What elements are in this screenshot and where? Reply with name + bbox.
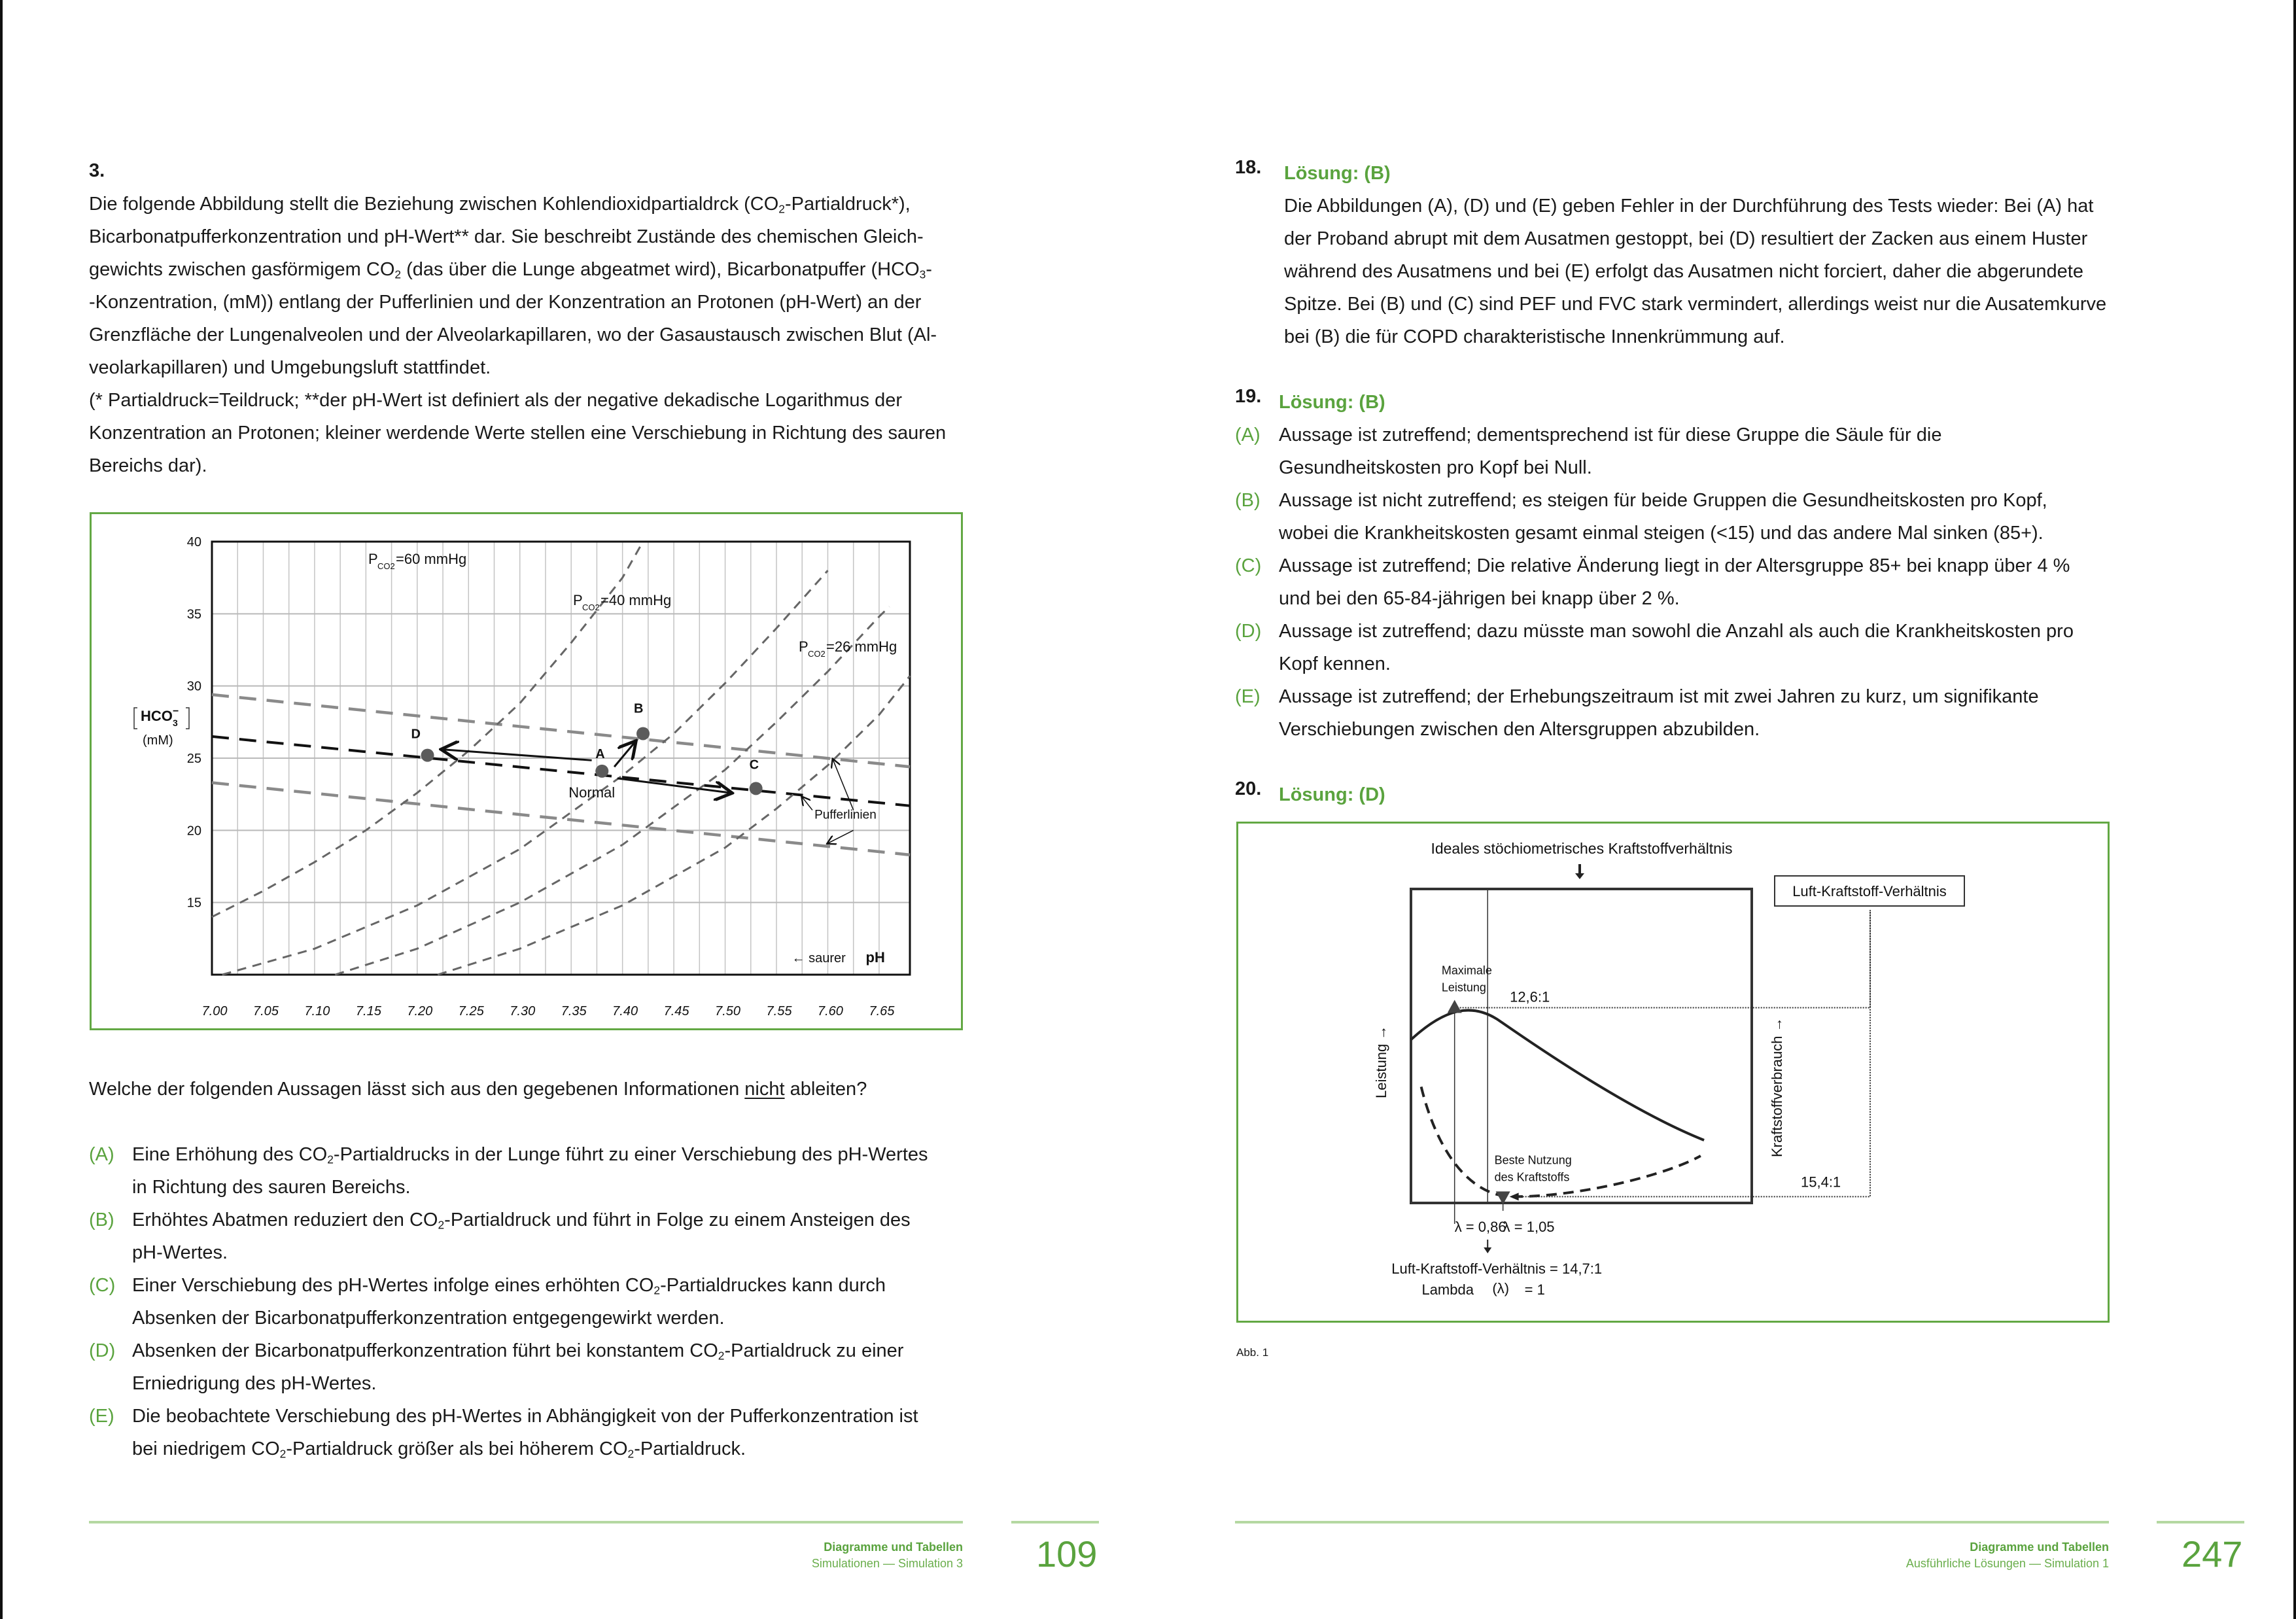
- lambda-rich-label: λ = 0,86: [1454, 1219, 1506, 1235]
- buffer-line: [212, 695, 910, 767]
- ph-bicarbonate-chart: [92, 514, 961, 1028]
- answer-option[interactable]: [89, 1400, 965, 1465]
- max-power-label-line1: Maximale: [1441, 964, 1492, 977]
- option-text: Erhöhtes Abatmen reduziert den $CO_2$-Partialdruck und führt in Folge zu einem Ansteigen des pH-Wertes.: [132, 1210, 911, 1263]
- y-axis-unit: (mM): [143, 733, 173, 748]
- ratio-best-economy: 15,4:1: [1801, 1174, 1841, 1191]
- left-axis-label: Leistung →: [1373, 1025, 1389, 1098]
- isobar-label-p: P: [799, 638, 809, 655]
- bracket-right: [186, 708, 189, 729]
- best-economy-label-line1: Beste Nutzung: [1494, 1153, 1572, 1167]
- max-power-marker: [1448, 1000, 1462, 1013]
- item-text: Aussage ist zutreffend; der Erhebungszeitraum ist mit zwei Jahren zu kurz, um signifikante Verschiebungen zwischen den Altersgruppen abzubilden.: [1279, 686, 2039, 740]
- footer-section-title: Diagramme und Tabellen: [824, 1541, 963, 1554]
- lambda-symbol-label: (λ): [1492, 1280, 1510, 1297]
- x-tick-label: 7.30: [510, 1004, 536, 1018]
- intro-line: Bereichs dar).: [89, 455, 207, 476]
- intro-line: Grenzfläche der Lungenalveolen und der Alveolarkapillaren, wo der Gasaustausch zwischen Blut (Al-: [89, 324, 937, 345]
- item-label: (E): [1235, 686, 1261, 707]
- down-arrow-icon: [1575, 864, 1584, 879]
- x-tick-label: 7.10: [304, 1004, 330, 1018]
- answer-option[interactable]: [89, 1138, 965, 1204]
- isobar-label-value: =60 mmHg: [396, 551, 467, 567]
- point-label-d: D: [411, 727, 421, 742]
- air-fuel-ratio-diagram: [1238, 824, 2108, 1321]
- option-text: Einer Verschiebung des pH-Wertes infolge eines erhöhten $CO_2$-Partialdruckes kann durch Absenken der Bicarbonatpufferkonzentration entgegengewirkt werden.: [132, 1275, 886, 1329]
- solution-20-number: 20.: [1235, 778, 1262, 799]
- callout-arrow-normal: [802, 797, 812, 810]
- item-text: Aussage ist nicht zutreffend; es steigen für beide Gruppen die Gesundheitskosten pro Kopf, wobei die Krankheitskosten gesamt einmal steigen (<15) und das andere Mal sinken (85+).: [1279, 490, 2047, 544]
- y-axis-label: [134, 706, 189, 729]
- buffer-line: [212, 737, 910, 806]
- diagram-box: [1411, 889, 1752, 1203]
- bracket-left: [134, 708, 137, 729]
- data-point-d: [421, 749, 434, 762]
- option-label: (A): [89, 1144, 114, 1165]
- isobar-label-sub: CO2: [808, 649, 826, 659]
- intro-line: (* Partialdruck=Teildruck; **der pH-Wert ist definiert als der negative dekadische Logarithmus der: [89, 390, 903, 411]
- x-tick-label: 7.50: [715, 1004, 741, 1018]
- y-tick-label: 20: [186, 824, 201, 839]
- option-label: (C): [89, 1275, 116, 1296]
- isobar-label: [799, 638, 897, 659]
- solution-19-item: [1235, 419, 2112, 484]
- lambda-name-label: Lambda: [1421, 1281, 1474, 1298]
- emphasis-nicht: nicht: [744, 1079, 785, 1100]
- solution-line: während des Ausatmens und bei (E) erfolgt das Ausatmen nicht forciert, daher die abgerundete: [1284, 261, 2083, 282]
- footer-rule: [1235, 1521, 2109, 1523]
- item-text: Aussage ist zutreffend; dazu müsste man sowohl die Anzahl als auch die Krankheitskosten pro Kopf kennen.: [1279, 621, 2074, 674]
- stoich-down-arrow-icon: [1484, 1240, 1491, 1253]
- item-text: Aussage ist zutreffend; Die relative Änderung liegt in der Altersgruppe 85+ bei knapp über 4 % und bei den 65-84-jährigen bei knapp über 2 %.: [1279, 555, 2070, 609]
- solution-18-number: 18.: [1235, 157, 1262, 178]
- solution-20-answer: Lösung: (D): [1279, 784, 1385, 805]
- x-axis-label: pH: [865, 949, 885, 966]
- page-number: 247: [2182, 1533, 2243, 1575]
- solution-line: Die Abbildungen (A), (D) und (E) geben Fehler in der Durchführung des Tests wieder: Bei (A) hat: [1284, 196, 2094, 217]
- intro-line: veolarkapillaren) und Umgebungsluft stattfindet.: [89, 357, 491, 378]
- page-number: 109: [1036, 1533, 1098, 1575]
- arrow-a-to-b: [614, 742, 635, 767]
- footer-section-subtitle: Simulationen — Simulation 3: [811, 1557, 963, 1570]
- x-tick-label: 7.15: [355, 1004, 381, 1018]
- y-axis-label-sub: 3: [173, 718, 178, 728]
- option-text: Eine Erhöhung des $CO_2$-Partialdrucks in der Lunge führt zu einer Verschiebung des pH-Wertes in Richtung des sauren Bereichs.: [132, 1144, 928, 1198]
- footer-section-subtitle: Ausführliche Lösungen — Simulation 1: [1905, 1557, 2109, 1570]
- right-axis-label: Kraftstoffverbrauch →: [1769, 1017, 1785, 1157]
- x-tick-label: 7.00: [201, 1004, 228, 1018]
- y-tick-label: 40: [186, 535, 201, 549]
- x-tick-label: 7.40: [612, 1004, 638, 1018]
- point-label-a: A: [595, 746, 605, 761]
- x-tick-label: 7.65: [869, 1004, 895, 1018]
- solution-18-text: [1284, 190, 2148, 353]
- point-label-b: B: [634, 701, 644, 716]
- callout-arrow-high: [833, 759, 853, 810]
- solution-19-item: [1235, 680, 2112, 746]
- acidic-direction-label: ← saurer: [791, 951, 846, 966]
- intro-line: gewichts zwischen gasförmigem $CO_2$ (das über die Lunge abgeatmet wird), Bicarbonatpuffer ($HCO_3-$: [89, 259, 932, 281]
- y-axis-label-main: HCO: [141, 708, 173, 724]
- intro-line: Bicarbonatpufferkonzentration und pH-Wert** dar. Sie beschreibt Zustände des chemischen Gleich-: [89, 226, 924, 247]
- x-tick-label: 7.20: [407, 1004, 433, 1018]
- point-sublabel-normal: Normal: [568, 784, 616, 801]
- question-number: 3.: [89, 160, 105, 181]
- max-power-label-line2: Leistung: [1441, 981, 1486, 994]
- item-label: (C): [1235, 555, 1262, 576]
- answer-option[interactable]: [89, 1334, 965, 1400]
- solution-line: bei (B) die für COPD charakteristische Innenkrümmung auf.: [1284, 326, 1785, 347]
- option-text: Absenken der Bicarbonatpufferkonzentration führt bei konstantem $CO_2$-Partialdruck zu einer Erniedrigung des pH-Wertes.: [132, 1340, 904, 1394]
- buffer-line: [212, 783, 910, 855]
- solution-line: der Proband abrupt mit dem Ausatmen gestoppt, bei (D) resultiert der Zacken aus einem Huster: [1284, 228, 2088, 249]
- solution-19-item: [1235, 549, 2112, 615]
- figure-caption: Abb. 1: [1236, 1346, 1269, 1359]
- y-axis-label-sup: −: [173, 706, 179, 717]
- isobar-label-p: P: [573, 592, 583, 608]
- item-label: (B): [1235, 490, 1261, 511]
- data-point-a: [595, 765, 608, 778]
- x-tick-label: 7.35: [561, 1004, 587, 1018]
- solution-line: Spitze. Bei (B) und (C) sind PEF und FVC stark vermindert, allerdings weist nur die Ausatemkurve: [1284, 294, 2107, 315]
- option-label: (E): [89, 1406, 114, 1427]
- figure-frame: [1236, 822, 2110, 1323]
- solution-19-item: [1235, 484, 2112, 549]
- solution-19-item: [1235, 615, 2112, 680]
- isobar-label-value: =26 mmHg: [826, 638, 897, 655]
- item-text: Aussage ist zutreffend; dementsprechend ist für diese Gruppe die Säule für die Gesundheitskosten pro Kopf bei Null.: [1279, 425, 1942, 478]
- isobar-label-sub: CO2: [582, 602, 600, 612]
- item-label: (A): [1235, 425, 1261, 445]
- item-label: (D): [1235, 621, 1262, 642]
- right-page: [1148, 0, 2296, 1619]
- isobar-line: [222, 570, 828, 975]
- solution-19-answer: Lösung: (B): [1279, 392, 1385, 413]
- x-tick-label: 7.45: [663, 1004, 689, 1018]
- intro-line: Konzentration an Protonen; kleiner werdende Werte stellen eine Verschiebung in Richtung des sauren: [89, 423, 947, 444]
- footer-section-title: Diagramme und Tabellen: [1970, 1541, 2109, 1554]
- figure-title: Ideales stöchiometrisches Kraftstoffverhältnis: [1431, 840, 1733, 857]
- callout-arrow-low: [827, 830, 853, 843]
- intro-line: Die folgende Abbildung stellt die Beziehung zwischen Kohlendioxidpartialdrck $(CO_2-Partialdruck*)$,: [89, 194, 911, 216]
- question-intro: [89, 188, 972, 482]
- isobar-label-p: P: [368, 551, 378, 567]
- data-point-b: [636, 727, 650, 740]
- y-tick-label: 30: [186, 679, 201, 694]
- answer-option[interactable]: [89, 1269, 965, 1334]
- footer-rule: [89, 1521, 963, 1523]
- ratio-max-power: 12,6:1: [1510, 988, 1550, 1005]
- isobar-label-sub: CO2: [377, 561, 395, 571]
- leader-arrowhead: [1510, 1192, 1519, 1200]
- option-label: (B): [89, 1210, 114, 1230]
- isobar-label-value: =40 mmHg: [600, 592, 672, 608]
- footer-rule-short: [1011, 1521, 1099, 1523]
- option-label: (D): [89, 1340, 116, 1361]
- x-tick-label: 7.25: [458, 1004, 484, 1018]
- option-text: Die beobachtete Verschiebung des pH-Wertes in Abhängigkeit von der Pufferkonzentration ist bei niedrigem $CO_2$-Partialdruck größer als bei höherem $CO_2$-Partialdruck.: [132, 1406, 918, 1461]
- question-prompt: Welche der folgenden Aussagen lässt sich aus den gegebenen Informationen nicht ableiten?: [89, 1079, 867, 1100]
- chart-frame: [90, 512, 963, 1030]
- y-tick-label: 25: [186, 752, 201, 766]
- answer-option[interactable]: [89, 1204, 965, 1269]
- data-point-c: [750, 782, 763, 795]
- x-tick-label: 7.60: [818, 1004, 843, 1018]
- point-label-c: C: [749, 757, 759, 773]
- lambda-value-label: = 1: [1524, 1281, 1545, 1298]
- stoich-ratio-label: Luft-Kraftstoff-Verhältnis = 14,7:1: [1391, 1261, 1603, 1277]
- legend-box-label: Luft-Kraftstoff-Verhältnis: [1792, 883, 1947, 899]
- x-tick-label: 7.55: [766, 1004, 792, 1018]
- best-economy-label-line2: des Kraftstoffs: [1494, 1170, 1570, 1184]
- y-tick-label: 15: [186, 896, 201, 911]
- footer-rule-short: [2157, 1521, 2244, 1523]
- intro-line: -Konzentration, (mM)) entlang der Pufferlinien und der Konzentration an Protonen (pH-Wert) an der: [89, 292, 922, 313]
- lambda-lean-label: λ = 1,05: [1503, 1219, 1555, 1235]
- solution-18-answer: Lösung: (B): [1284, 163, 1391, 184]
- callout-pufferlinien: Pufferlinien: [814, 808, 877, 822]
- y-tick-label: 35: [186, 607, 201, 622]
- x-tick-label: 7.05: [252, 1004, 279, 1018]
- solution-19-number: 19.: [1235, 386, 1262, 407]
